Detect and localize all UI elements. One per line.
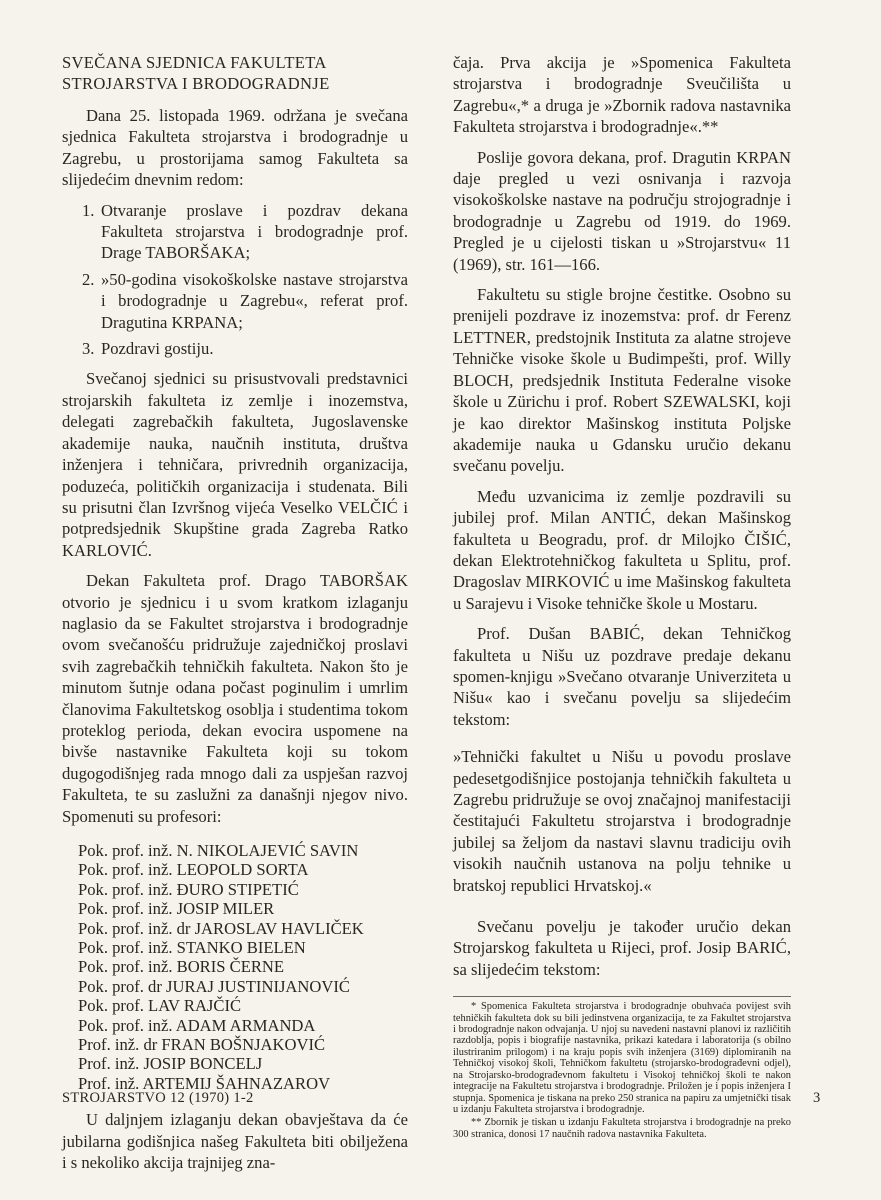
professor-item: Pok. prof. inž. STANKO BIELEN — [78, 938, 306, 958]
congratulations-paragraph: Fakultetu su stigle brojne čestitke. Osobno su prenijeli pozdrave iz inozemstva: prof. dr Ferenz LETTNER, predstojnik Instituta za alatne strojeve Tehničke visoke škole u Budimpešti, prof. Willy BLOCH, predsjednik Instituta Federalne visoke škole u Zürichu i prof. Robert SZEWALSKI, koji je kao direktor Mašinskog instituta Poljske akademije nauka u Gdansku uručio dekanu svečanu povelju. — [453, 285, 791, 476]
professor-item: Prof. inž. ARTEMIJ ŠAHNAZAROV — [78, 1073, 331, 1093]
title-line-2: STROJARSTVA I BRODOGRADNJE — [62, 74, 330, 93]
baric-paragraph: Svečanu povelju je također uručio dekan Strojarskog fakulteta u Rijeci, prof. Josip BARIĆ, sa slijedećim tekstom: — [453, 917, 791, 979]
footnote-zbornik: ** Zbornik je tiskan u izdanju Fakulteta strojarstva i brodogradnje na preko 300 stranica, donosi 17 naučnih radova nastavnika Fakulteta. — [453, 1117, 791, 1140]
left-column — [62, 52, 408, 1183]
professor-item: Prof. inž. JOSIP BONCELJ — [78, 1054, 263, 1074]
continuation-paragraph: čaja. Prva akcija je »Spomenica Fakulteta strojarstva i brodogradnje Sveučilišta u Zagrebu«,* a druga je »Zbornik radova nastavnika Fakulteta strojarstva i brodogradnje«.** — [453, 53, 791, 137]
professor-item: Pok. prof. inž. ADAM ARMANDA — [78, 1015, 316, 1035]
intro-paragraph: Dana 25. listopada 1969. održana je svečana sjednica Fakulteta strojarstva i brodogradnje u Zagrebu, u prostorijama samog Fakulteta sa slijedećim dnevnim redom: — [62, 106, 408, 190]
professor-item: Pok. prof. dr JURAJ JUSTINIJANOVIĆ — [78, 976, 350, 996]
professor-list — [78, 841, 408, 1093]
domestic-guests-paragraph: Među uzvanicima iz zemlje pozdravili su jubilej prof. Milan ANTIĆ, dekan Mašinskog fakulteta u Beogradu, prof. dr Milojko ČIŠIĆ, dekan Elektrotehničkog fakulteta u Splitu, prof. Dragoslav MIRKOVIĆ u ime Mašinskog fakulteta u Sarajevu i Visoke tehničke škole u Mostaru. — [453, 486, 791, 613]
professor-item: Pok. prof. inž. BORIS ČERNE — [78, 957, 285, 977]
attendees-paragraph: Svečanoj sjednici su prisustvovali predstavnici strojarskih fakulteta iz zemlje i inozemstva, delegati zagrebačkih fakulteta, Jugoslavenske akademije nauka, naučnih instituta, društva inženjera i tehničara, privrednih organizacija, poduzeća, političkih organizacija i studenata. Bili su prisutni član Izvršnog vijeća Veselko VELČIĆ i potpredsjednik Skupštine grada Zagreba Ratko KARLOVIĆ. — [62, 369, 408, 560]
closing-paragraph: U daljnjem izlaganju dekan obavještava da će jubilarna godišnjica našeg Fakulteta biti obilježena i s nekoliko akcija trajnijeg zna- — [62, 1110, 408, 1173]
article-title — [62, 52, 408, 94]
professor-item: Pok. prof. inž. dr JAROSLAV HAVLIČEK — [78, 918, 364, 938]
footnotes — [453, 996, 791, 1140]
professor-item: Prof. inž. dr FRAN BOŠNJAKOVIĆ — [78, 1035, 326, 1055]
title-line-1: SVEČANA SJEDNICA FAKULTETA — [62, 53, 327, 72]
nis-charter-quote: »Tehnički fakultet u Nišu u povodu proslave pedesetgodišnjice postojanja tehničkih fakulteta u Zagrebu pridružuje se ovoj značajnoj manifestaciji čestitajući Fakultetu strojarstva i brodogradnje jubilej sa željom da nastavi slavnu tradiciju ovih visokih naučnih ustanova na polju tehnike u bratskoj republici Hrvatskoj.« — [453, 747, 791, 895]
krpan-paragraph: Poslije govora dekana, prof. Dragutin KRPAN daje pregled u vezi osnivanja i razvoja visokoškolske nastave na području strojogradnje i brodogradnje u Zagrebu od 1919. do 1969. Pregled je u cijelosti tiskan u »Strojarstvu« 11 (1969), str. 161—166. — [453, 147, 791, 274]
professor-item: Pok. prof. inž. JOSIP MILER — [78, 899, 275, 919]
professor-item: Pok. prof. LAV RAJČIĆ — [78, 996, 242, 1016]
dean-opening-paragraph: Dekan Fakulteta prof. Drago TABORŠAK otvorio je sjednicu i u svom kratkom izlaganju naglasio da se Fakultet strojarstva i brodogradnje ovom svečanošću pridružuje zajedničkoj proslavi svih zagrebačkih tehničkih fakulteta. Nakon što je minutom šutnje odana počast poginulim i umrlim članovima Fakultetskog osoblja i studentima tokom proteklog perioda, dekan evocira uspomene na bivše nastavnike Fakulteta koji su tokom dugogodišnjeg rada mnogo dali za uspješan razvoj Fakulteta, te su zaslužni za današnji njegov nivo. Spomenuti su profesori: — [62, 571, 408, 826]
agenda-list — [62, 200, 408, 360]
journal-citation: STROJARSTVO 12 (1970) 1-2 — [62, 1090, 254, 1106]
page-number: 3 — [813, 1090, 821, 1106]
professor-item: Pok. prof. inž. N. NIKOLAJEVIĆ SAVIN — [78, 841, 359, 860]
agenda-number: 3. — [82, 339, 95, 359]
agenda-number: 1. — [82, 200, 95, 220]
agenda-item — [82, 200, 408, 264]
agenda-text: Otvaranje proslave i pozdrav dekana Fakulteta strojarstva i brodogradnje prof. Drage TABORŠAKA; — [101, 200, 408, 263]
right-column — [453, 52, 791, 1142]
professor-item: Pok. prof. inž. ĐURO STIPETIĆ — [78, 879, 299, 899]
professor-item: Pok. prof. inž. LEOPOLD SORTA — [78, 860, 309, 880]
babic-paragraph: Prof. Dušan BABIĆ, dekan Tehničkog fakulteta u Nišu uz pozdrave predaje dekanu spomen-knjigu »Svečano otvaranje Univerziteta u Nišu« kao i svečanu povelju sa slijedećim tekstom: — [453, 624, 791, 729]
agenda-number: 2. — [82, 269, 95, 289]
footnote-spomenica: * Spomenica Fakulteta strojarstva i brodogradnje obuhvaća povijest svih tehničkih fakulteta dok su bili jedinstvena organizacija, te za Fakultet strojarstva i brodogradnje nakon odvajanja. U njoj su navedeni nastavni planovi iz različitih razdoblja, popis i biografije nastavnika, prikazi katedara i laboratorija (s obilno ilustriranim prilogom) i na kraju popis svih inženjera (3169) diplomiranih na Tehničkoj visokoj školi, Tehničkom fakultetu (strojarsko-brodograđevni odjel), na Strojarsko-brodograđevnom fakultetu i Visokoj tehničkoj školi te nakon integracije na Fakultetu strojarstva i brodogradnje. Priložen je i popis inženjera I stupnja. Spomenica je tiskana na preko 250 stranica na papiru za umjetnički tisak u izdanju Fakulteta strojarstva i brodogradnje. — [453, 1001, 791, 1115]
agenda-text: Pozdravi gostiju. — [101, 339, 214, 359]
agenda-item — [82, 338, 408, 359]
agenda-text: »50-godina visokoškolske nastave strojarstva i brodogradnje u Zagrebu«, referat prof. Dragutina KRPANA; — [101, 269, 408, 332]
agenda-item — [82, 269, 408, 333]
